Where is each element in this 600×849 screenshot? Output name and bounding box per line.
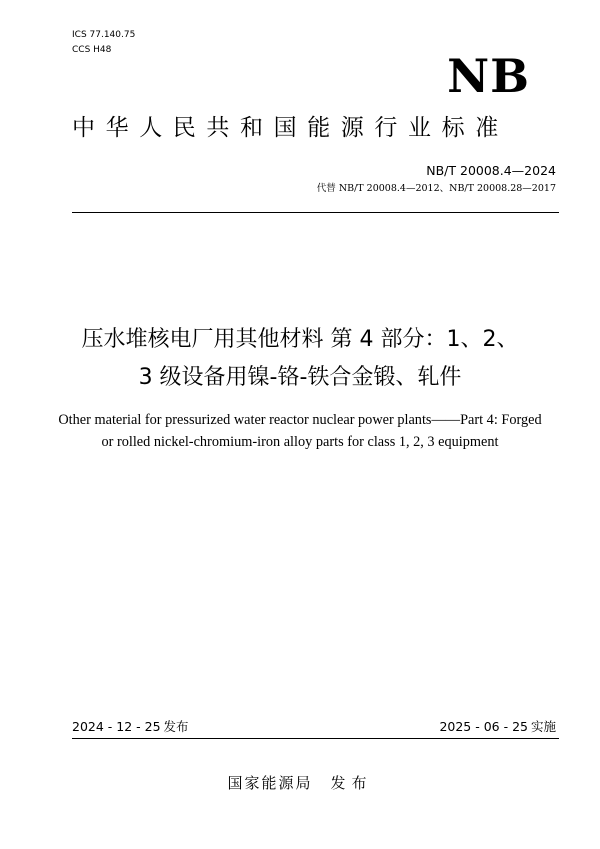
footer-divider [72, 738, 559, 739]
header-divider [72, 212, 559, 213]
ics-code: ICS 77.140.75 [72, 30, 136, 40]
title-en-line-2: or rolled nickel-chromium-iron alloy parts for class 1, 2, 3 equipment [101, 434, 499, 450]
issue-date-block [72, 719, 189, 735]
title-zh-line-2: 3 级设备用镍-铬-铁合金锻、轧件 [138, 365, 462, 390]
title-en-line-1: Other material for pressurized water reactor nuclear power plants——Part 4: Forged [58, 412, 542, 428]
publisher-action: 发布 [330, 774, 373, 792]
nb-logo: NB [447, 49, 530, 103]
implementation-date-block [439, 719, 556, 735]
implementation-date: 2025 - 06 - 25 [439, 719, 528, 734]
replaces-standards: 代替 NB/T 20008.4—2012、NB/T 20008.28—2017 [316, 183, 556, 194]
issue-date: 2024 - 12 - 25 [72, 719, 161, 734]
implementation-label: 实施 [530, 719, 556, 734]
publisher-line [0, 773, 600, 793]
issue-label: 发布 [163, 719, 189, 734]
publisher-name: 国家能源局 [227, 774, 313, 792]
standard-number: NB/T 20008.4—2024 [426, 163, 556, 178]
standard-class-heading: 中华人民共和国能源行业标准 [72, 115, 509, 141]
ccs-code: CCS H48 [72, 45, 112, 55]
title-zh-line-1: 压水堆核电厂用其他材料 第 4 部分：1、2、 [81, 327, 519, 352]
